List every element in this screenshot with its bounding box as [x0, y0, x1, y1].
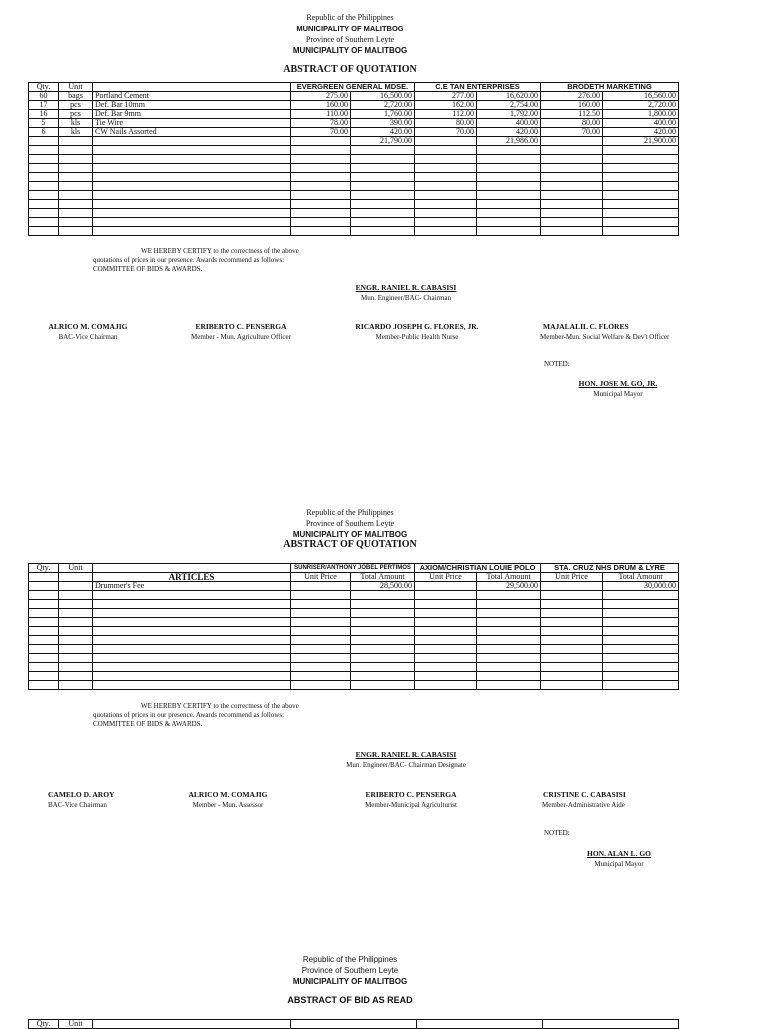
empty-row	[29, 200, 679, 209]
col-unit-header: Unit	[59, 564, 93, 573]
supplier-total: 21,986.00	[477, 137, 541, 146]
table-header-row	[29, 1020, 679, 1029]
mayor-signature: HON. ALAN L. GO Municipal Mayor	[587, 849, 651, 868]
empty-row	[29, 654, 679, 663]
supplier-header: STA. CRUZ NHS DRUM & LYRE	[541, 564, 679, 573]
unit-price-header: Unit Price	[415, 573, 477, 582]
supplier-header: AXIOM/CHRISTIAN LOUIE POLO	[415, 564, 541, 573]
noted-label: NOTED:	[544, 829, 570, 837]
empty-row	[29, 218, 679, 227]
empty-row	[29, 591, 679, 600]
section2-title: ABSTRACT OF QUOTATION	[283, 539, 417, 550]
table-subheader-row	[29, 573, 679, 582]
col-qty-header: Qty.	[29, 83, 59, 92]
total-amount-header: Total Amount	[477, 573, 541, 582]
empty-row	[29, 155, 679, 164]
supplier-header: EVERGREEN GENERAL MDSE.	[291, 83, 415, 92]
supplier-total: 21,900.00	[603, 137, 679, 146]
empty-row	[29, 663, 679, 672]
member-signature: ALRICO M. COMAJIG Member - Mun. Assessor	[188, 790, 268, 809]
header-republic: Republic of the Philippines	[306, 508, 394, 517]
header-province: Province of Southern Leyte	[305, 35, 395, 44]
section3-header	[200, 954, 500, 987]
table-row: Drummer's Fee 28,500.00 29,500.00 30,000.00	[29, 582, 679, 591]
col-unit-header: Unit	[59, 1020, 93, 1029]
total-amount-header: Total Amount	[351, 573, 415, 582]
member-signature: ALRICO M. COMAJIG BAC-Vice Chairman	[48, 322, 128, 341]
member-signature: RICARDO JOSEPH G. FLORES, JR. Member-Public Health Nurse	[355, 322, 479, 341]
empty-row	[29, 173, 679, 182]
section1-header	[200, 12, 500, 56]
header-province: Province of Southern Leyte	[301, 966, 399, 975]
empty-row	[29, 681, 679, 690]
empty-row	[29, 227, 679, 236]
header-province: Province of Southern Leyte	[305, 519, 395, 528]
empty-row	[29, 191, 679, 200]
unit-price-header: Unit Price	[291, 573, 351, 582]
chairman-signature: ENGR. RANIEL R. CABASISI Mun. Engineer/BAC- Chairman Designate	[346, 750, 466, 769]
col-qty-header: Qty.	[29, 564, 59, 573]
section1-quotation-table	[28, 82, 679, 236]
table-row: 60 bags Portland Cement 275.00 16,500.00 277.00 16,620.00 276.00 16,560.00	[29, 92, 679, 101]
certification-text: WE HEREBY CERTIFY to the correctness of the above quotations of prices in our presence. Awards recommend as follows: COMMITTEE OF BIDS & AWARDS.	[93, 247, 299, 273]
table-row: 16 pcs Def. Bar 9mm 110.00 1,760.00 112.00 1,792.00 112.50 1,800.00	[29, 110, 679, 119]
section2-header	[200, 507, 500, 540]
empty-row	[29, 609, 679, 618]
table-header-row	[29, 83, 679, 92]
header-municipality: MUNICIPALITY OF MALITBOG	[296, 24, 404, 33]
supplier-header: SUNRISER/ANTHONY JOBEL PERTIMOS	[291, 564, 415, 573]
section3-title: ABSTRACT OF BID AS READ	[287, 995, 413, 1005]
member-signature: ERIBERTO C. PENSERGA Member - Mun. Agriculture Officer	[191, 322, 291, 341]
table-row: 5 kls Tie Wire 78.00 390.00 80.00 400.00 80.00 400.00	[29, 119, 679, 128]
empty-row	[29, 627, 679, 636]
empty-row	[29, 645, 679, 654]
chairman-signature: ENGR. RANIEL R. CABASISI Mun. Engineer/BAC- Chairman	[355, 283, 457, 302]
supplier-header: BRODETH MARKETING	[541, 83, 679, 92]
mayor-signature: HON. JOSE M. GO, JR. Municipal Mayor	[578, 379, 658, 398]
member-signature: CRISTINE C. CABASISI Member-Administrative Aide	[542, 790, 626, 809]
empty-row	[29, 146, 679, 155]
empty-row	[29, 182, 679, 191]
member-signature: CAMELO D. AROY BAC-Vice Chairman	[48, 790, 115, 809]
section3-bid-table	[28, 1019, 679, 1029]
header-republic: Republic of the Philippines	[306, 13, 394, 22]
header-municipality: MUNICIPALITY OF MALITBOG	[292, 977, 408, 986]
col-articles-header: ARTICLES	[93, 573, 291, 582]
certification-text: WE HEREBY CERTIFY to the correctness of the above quotations of prices in our presence. Awards recommend as follows: COMMITTEE OF BIDS & AWARDS.	[93, 702, 299, 728]
col-unit-header: Unit	[59, 83, 93, 92]
header-municipality: MUNICIPALITY OF MALITBOG	[292, 530, 408, 539]
header-municipality: MUNICIPALITY OF MALITBOG	[292, 46, 408, 55]
empty-row	[29, 672, 679, 681]
header-republic: Republic of the Philippines	[302, 955, 398, 964]
table-row: 17 pcs Def. Bar 10mm 160.00 2,720.00 162.00 2,754.00 160.00 2,720.00	[29, 101, 679, 110]
table-header-row	[29, 564, 679, 573]
totals-row	[29, 137, 679, 146]
member-signature: ERIBERTO C. PENSERGA Member-Municipal Agriculturist	[365, 790, 457, 809]
empty-row	[29, 209, 679, 218]
col-qty-header: Qty.	[29, 1020, 59, 1029]
unit-price-header: Unit Price	[541, 573, 603, 582]
section1-title: ABSTRACT OF QUOTATION	[283, 64, 417, 75]
supplier-header: C.E TAN ENTERPRISES	[415, 83, 541, 92]
table-row: 6 kls CW Nails Assorted 70.00 420.00 70.00 420.00 70.00 420.00	[29, 128, 679, 137]
supplier-total: 21,790.00	[351, 137, 415, 146]
total-amount-header: Total Amount	[603, 573, 679, 582]
empty-row	[29, 618, 679, 627]
member-signature: MAJALALIL C. FLORES Member-Mun. Social Welfare & Dev't Officer	[540, 322, 670, 341]
empty-row	[29, 164, 679, 173]
section2-quotation-table	[28, 563, 679, 690]
empty-row	[29, 600, 679, 609]
noted-label: NOTED:	[544, 360, 570, 368]
empty-row	[29, 636, 679, 645]
